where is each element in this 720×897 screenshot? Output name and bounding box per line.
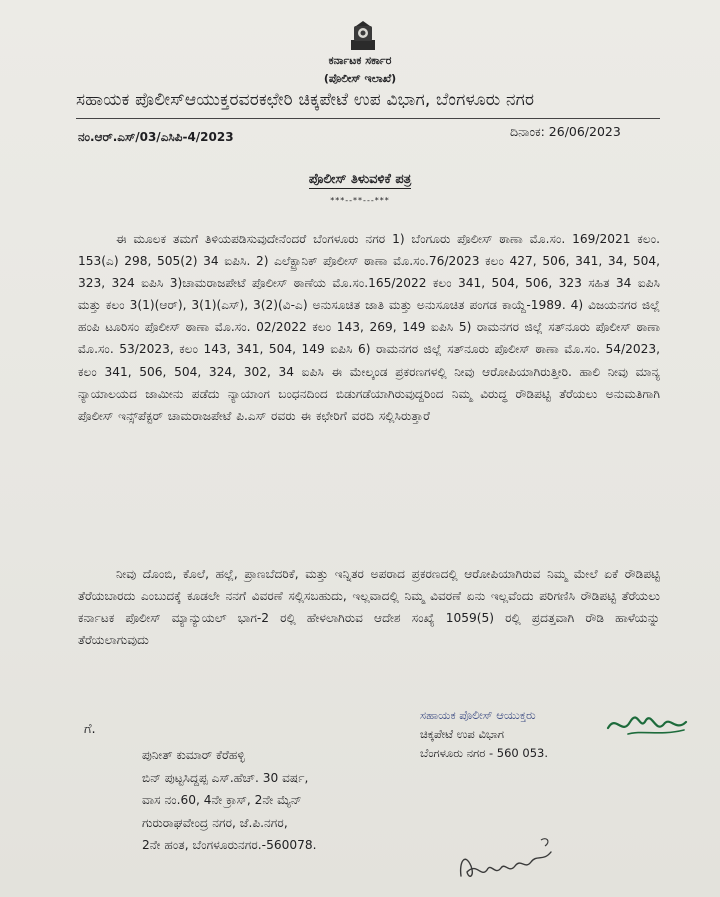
handwritten-signature (606, 710, 690, 740)
subject-text: ಪೊಲೀಸ್ ತಿಳುವಳಿಕೆ ಪತ್ರ (308, 172, 412, 187)
police-emblem-icon (348, 20, 378, 52)
letter-date: ದಿನಾಂಕ: 26/06/2023 (510, 124, 621, 139)
letter-subject (0, 172, 720, 187)
recipient-address (142, 744, 316, 857)
government-heading: ಕರ್ನಾಟಕ ಸರ್ಕಾರ (328, 54, 392, 67)
office-heading: ಸಹಾಯಕ ಪೊಲೀಸ್‌ಆಯುಕ್ತರವರಕಛೇರಿ ಚಿಕ್ಕಪೇಟೆ ಉಪ ವಿಭಾಗ, ಬೆಂಗಳೂರು ನಗರ (76, 90, 535, 110)
header-divider (76, 118, 660, 119)
received-scrawl (455, 832, 565, 884)
reference-number: ನಂ.ಆರ್.ಎಸ್/03/ಎಸಿಪಿ-4/2023 (78, 130, 234, 144)
recipient-line: ಬಿನ್ ಪುಟ್ಟಸಿದ್ದಪ್ಪ ಎಸ್.ಹೆಚ್. 30 ವರ್ಷ, (142, 770, 309, 785)
body-paragraph-2: ನೀವು ದೊಂಬಿ, ಕೊಲೆ, ಹಲ್ಲೆ, ಪ್ರಾಣಬೆದರಿಕೆ, ಮತ್ತು ಇನ್ನಿತರ ಅಪರಾದ ಪ್ರಕರಣದಲ್ಲಿ ಆರೋಪಿಯಾಗಿರುವ ನಿಮ್ಮ ಮೇಲೆ ಏಕೆ ರೌಡಿಪಟ್ಟಿ ತೆರೆಯಬಾರದು ಎಂಬುದಕ್ಕೆ ಕೂಡಲೇ ನನಗೆ ವಿವರಣೆ ಸಲ್ಲಿಸಬಹುದು, ಇಲ್ಲವಾದಲ್ಲಿ ನಿಮ್ಮ ವಿವರಣೆ ಏನು ಇಲ್ಲವೆಂದು ಪರಿಗಣಿಸಿ ರೌಡಿಪಟ್ಟಿ ತೆರೆಯಲು ಕರ್ನಾಟಕ ಪೊಲೀಸ್ ಮ್ಯಾನ್ಯುಯಲ್ ಭಾಗ-2 ರಲ್ಲಿ ಹೇಳಲಾಗಿರುವ ಆದೇಶ ಸಂಖ್ಯೆ 1059(5) ರಲ್ಲಿ ಪ್ರದತ್ತವಾಗಿ ರೌಡಿ ಹಾಳೆಯನ್ನು ತೆರೆಯಲಾಗುವುದು (78, 567, 660, 648)
recipient-line: ವಾಸ ನಂ.60, 4ನೇ ಕ್ರಾಸ್, 2ನೇ ಮ್ಯೆನ್ (142, 793, 302, 807)
subject-separator: ***--**---*** (330, 196, 390, 205)
signatory-block (420, 706, 548, 763)
signatory-designation: ಸಹಾಯಕ ಪೊಲೀಸ್ ಆಯುಕ್ತರು (420, 708, 536, 722)
body-paragraph-1: ಈ ಮೂಲಕ ತಮಗೆ ತಿಳಿಯಪಡಿಸುವುದೇನೆಂದರೆ ಬೆಂಗಳೂರು ನಗರ 1) ಬೆಂಗೂರು ಪೊಲೀಸ್ ಠಾಣಾ ಮೊ.ಸಂ. 169/2021 ಕಲಂ. 153(ಎ) 298, 505(2) 34 ಐಪಿಸಿ. 2) ಎಲೆಕ್ಟ್ರಾನಿಕ್ ಪೊಲೀಸ್ ಠಾಣಾ ಮೊ.ಸಂ.76/2023 ಕಲಂ 427, 506, 341, 34, 504, 323, 324 ಐಪಿಸಿ 3)ಚಾಮರಾಜಪೇಟೆ ಪೊಲೀಸ್ ಠಾಣೆಯ ಮೊ.ಸಂ.165/2022 ಕಲಂ 341, 504, 506, 323 ಸಹಿತ 34 ಐಪಿಸಿ ಮತ್ತು ಕಲಂ 3(1)(ಆರ್), 3(1)(ಎಸ್), 3(2)(ವಿ-ಎ) ಅನುಸೂಚಿತ ಜಾತಿ ಮತ್ತು ಅನುಸೂಚಿತ ಪಂಗಡ ಕಾಯ್ದೆ-1989. 4) ವಿಜಯನಗರ ಜಿಲ್ಲೆ ಹಂಪಿ ಟೂರಿಸಂ ಪೊಲೀಸ್ ಠಾಣಾ ಮೊ.ಸಂ. 02/2022 ಕಲಂ 143, 269, 149 ಐಪಿಸಿ 5) ರಾಮನಗರ ಜಿಲ್ಲೆ ಸತ್‌ನೂರು ಪೊಲೀಸ್ ಠಾಣಾ ಮೊ.ಸಂ. 53/2023, ಕಲಂ 143, 341, 504, 149 ಐಪಿಸಿ 6) ರಾಮನಗರ ಜಿಲ್ಲೆ ಸತ್‌ನೂರು ಪೊಲೀಸ್ ಠಾಣಾ ಮೊ.ಸಂ. 54/2023, ಕಲಂ 341, 506, 504, 324, 302, 34 ಐಪಿಸಿ ಈ ಮೇಲ್ಕಂಡ ಪ್ರಕರಣಗಳಲ್ಲಿ ನೀವು ಆರೋಪಿಯಾಗಿರುತ್ತೀರಿ. ಹಾಲಿ ನೀವು ಮಾನ್ಯ ನ್ಯಾಯಾಲಯದ ಜಾಮೀನು ಪಡೆದು ನ್ಯಾಯಾಂಗ ಬಂಧನದಿಂದ ಬಿಡುಗಡೆಯಾಗಿರುವುದ್ದರಿಂದ ನಿಮ್ಮ ವಿರುದ್ಧ ರೌಡಿಪಟ್ಟಿ ತೆರೆಯಲು ಅನುಮತಿಗಾಗಿ ಪೊಲೀಸ್ ಇನ್ಸ್‌ಪೆಕ್ಟರ್ ಚಾಮರಾಜಪೇಟೆ ಪಿ.ಎಸ್ ರವರು ಈ ಕಛೇರಿಗೆ ವರದಿ ಸಲ್ಲಿಸಿರುತ್ತಾರೆ (78, 232, 660, 423)
recipient-line: 2ನೇ ಹಂತ, ಬೆಂಗಳೂರುನಗರ.-560078. (142, 838, 317, 852)
signatory-office: ಚಿಕ್ಕಪೇಟೆ ಉಪ ವಿಭಾಗ (420, 727, 505, 741)
department-heading: (ಪೊಲೀಸ್ ಇಲಾಖೆ) (323, 72, 397, 85)
signatory-location: ಬೆಂಗಳೂರು ನಗರ - 560 053. (420, 746, 548, 760)
recipient-line: ಗುರುರಾಘವೇಂದ್ರ ನಗರ, ಜೆ.ಪಿ.ನಗರ, (142, 815, 288, 830)
recipient-name: ಪುನೀತ್ ಕುಮಾರ್ ಕೆರೆಹಳ್ಳಿ (142, 748, 245, 762)
to-label: ಗೆ. (84, 722, 96, 737)
